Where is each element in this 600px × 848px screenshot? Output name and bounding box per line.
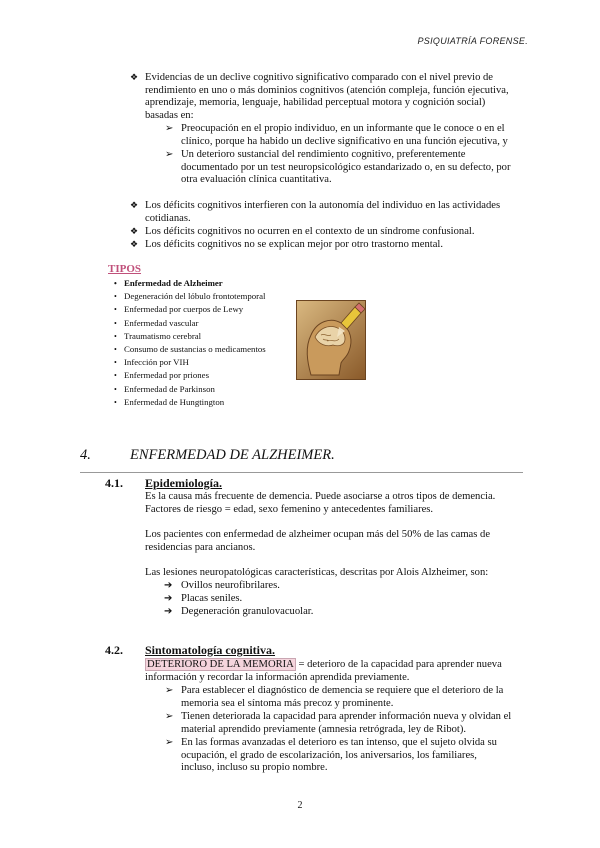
subsection-number: 4.1. xyxy=(105,476,123,490)
diamond-bullet-icon: ❖ xyxy=(130,226,139,236)
lesion-item: Placas seniles. xyxy=(181,593,243,604)
list-item: • Traumatismo cerebral xyxy=(114,330,266,343)
list-item: • Enfermedad por priones xyxy=(114,369,266,382)
text-line: Para establecer el diagnóstico de demencia se requiere que el deterioro de la xyxy=(181,685,504,696)
text-line: clínico, porque ha habido un declive significativo en una función ejecutiva, y xyxy=(181,135,508,147)
arrow-bullet-icon: ➢ xyxy=(165,737,174,748)
sinto-item-3 xyxy=(181,737,497,775)
subsection-number: 4.2. xyxy=(105,643,123,657)
epi-paragraph-2 xyxy=(145,529,490,554)
text-line: Evidencias de un declive cognitivo significativo comparado con el nivel previo de xyxy=(145,72,494,83)
arrow-bullet-icon: ➢ xyxy=(165,711,174,722)
text-line: basadas en: xyxy=(145,109,194,121)
diamond-bullet-icon: ❖ xyxy=(130,239,139,249)
text-line: material aprendido previamente (amnesia retrógrada, ley de Ribot). xyxy=(181,723,467,735)
arrow-bullet-icon: ➢ xyxy=(165,123,174,134)
right-arrow-icon: ➔ xyxy=(164,580,173,591)
list-item: • Enfermedad de Alzheimer xyxy=(114,277,266,290)
text-line: Un deterioro sustancial del rendimiento cognitivo, preferentemente xyxy=(181,149,466,160)
text-line: Los déficits cognitivos interfieren con la autonomía del individuo en las actividades xyxy=(145,200,501,211)
epi-paragraph-1 xyxy=(145,491,495,516)
text-line: documentado por un test neuropsicológico estandarizado o, en su defecto, por xyxy=(181,161,511,173)
text-line: Tienen deteriorada la capacidad para aprender información nueva y olvidan el xyxy=(181,711,512,722)
section-divider xyxy=(80,472,523,473)
criterion-b1 xyxy=(145,72,509,122)
text-line: rendimiento en uno o más dominios cognitivos (atención compleja, función ejecutiva, xyxy=(145,84,509,96)
criterion-a1 xyxy=(181,123,508,148)
lesion-item: Degeneración granulovacuolar. xyxy=(181,606,314,617)
list-item: • Consumo de sustancias o medicamentos xyxy=(114,343,266,356)
tipos-list xyxy=(114,277,266,409)
list-item: • Enfermedad de Parkinson xyxy=(114,383,266,396)
text-line xyxy=(145,659,502,672)
text-line: otra evaluación clínica cuantitativa. xyxy=(181,174,332,186)
criterion-b2 xyxy=(145,200,500,225)
criterion-b3: Los déficits cognitivos no ocurren en el contexto de un síndrome confusional. xyxy=(145,226,475,237)
page-number: 2 xyxy=(297,800,303,811)
list-item: • Enfermedad de Hungtington xyxy=(114,396,266,409)
right-arrow-icon: ➔ xyxy=(164,593,173,604)
brain-head-icon xyxy=(297,301,365,379)
sinto-definition xyxy=(145,659,502,684)
text-line: aprendizaje, memoria, lenguaje, habilidad perceptual motora y cognición social) xyxy=(145,97,486,109)
text-line: residencias para ancianos. xyxy=(145,541,256,553)
section-heading xyxy=(80,447,335,464)
text-line: cotidianas. xyxy=(145,212,191,224)
lesion-item: Ovillos neurofibrilares. xyxy=(181,580,280,591)
arrow-bullet-icon: ➢ xyxy=(165,149,174,160)
text-line: ocupación, el grado de escolarización, los aniversarios, los familiares, xyxy=(181,749,477,761)
subsection-title: Epidemiología. xyxy=(145,476,223,490)
section-number: 4. xyxy=(80,447,91,463)
criterion-b4: Los déficits cognitivos no se explican mejor por otro trastorno mental. xyxy=(145,239,444,250)
sinto-item-2 xyxy=(181,711,511,736)
page-header: PSIQUIATRÍA FORENSE. xyxy=(417,36,528,46)
text-line: Es la causa más frecuente de demencia. Puede asociarse a otros tipos de demencia. xyxy=(145,491,496,502)
text-span: = deterioro de la capacidad para aprender nueva xyxy=(295,659,502,670)
text-line: información y recordar la información aprendida previamente. xyxy=(145,671,410,683)
tipos-title: TIPOS xyxy=(108,263,142,275)
subsection-title: Sintomatología cognitiva. xyxy=(145,643,276,657)
text-line: Factores de riesgo = edad, sexo femenino y antecedentes familiares. xyxy=(145,503,434,515)
right-arrow-icon: ➔ xyxy=(164,606,173,617)
sinto-item-1 xyxy=(181,685,503,710)
list-item: • Degeneración del lóbulo frontotemporal xyxy=(114,290,266,303)
section-title: ENFERMEDAD DE ALZHEIMER. xyxy=(130,447,335,463)
arrow-bullet-icon: ➢ xyxy=(165,685,174,696)
subsection-heading xyxy=(105,476,222,491)
text-line: memoria sea el síntoma más precoz y prominente. xyxy=(181,697,394,709)
diamond-bullet-icon: ❖ xyxy=(130,72,139,82)
brain-eraser-illustration xyxy=(296,300,366,380)
highlighted-term: DETERIORO DE LA MEMORIA xyxy=(147,659,294,670)
diamond-bullet-icon: ❖ xyxy=(130,200,139,210)
list-item: • Enfermedad vascular xyxy=(114,317,266,330)
subsection-heading xyxy=(105,643,275,658)
list-item: • Enfermedad por cuerpos de Lewy xyxy=(114,303,266,316)
criterion-a2 xyxy=(181,149,510,187)
epi-paragraph-3: Las lesiones neuropatológicas características, descritas por Alois Alzheimer, son: xyxy=(145,567,489,578)
text-line: En las formas avanzadas el deterioro es tan intenso, que el sujeto olvida su xyxy=(181,737,497,748)
list-item: • Infección por VIH xyxy=(114,356,266,369)
text-line: Preocupación en el propio individuo, en un informante que le conoce o en el xyxy=(181,123,505,134)
text-line: Los pacientes con enfermedad de alzheimer ocupan más del 50% de las camas de xyxy=(145,529,491,540)
text-line: incluso, incluso su propio nombre. xyxy=(181,762,328,774)
